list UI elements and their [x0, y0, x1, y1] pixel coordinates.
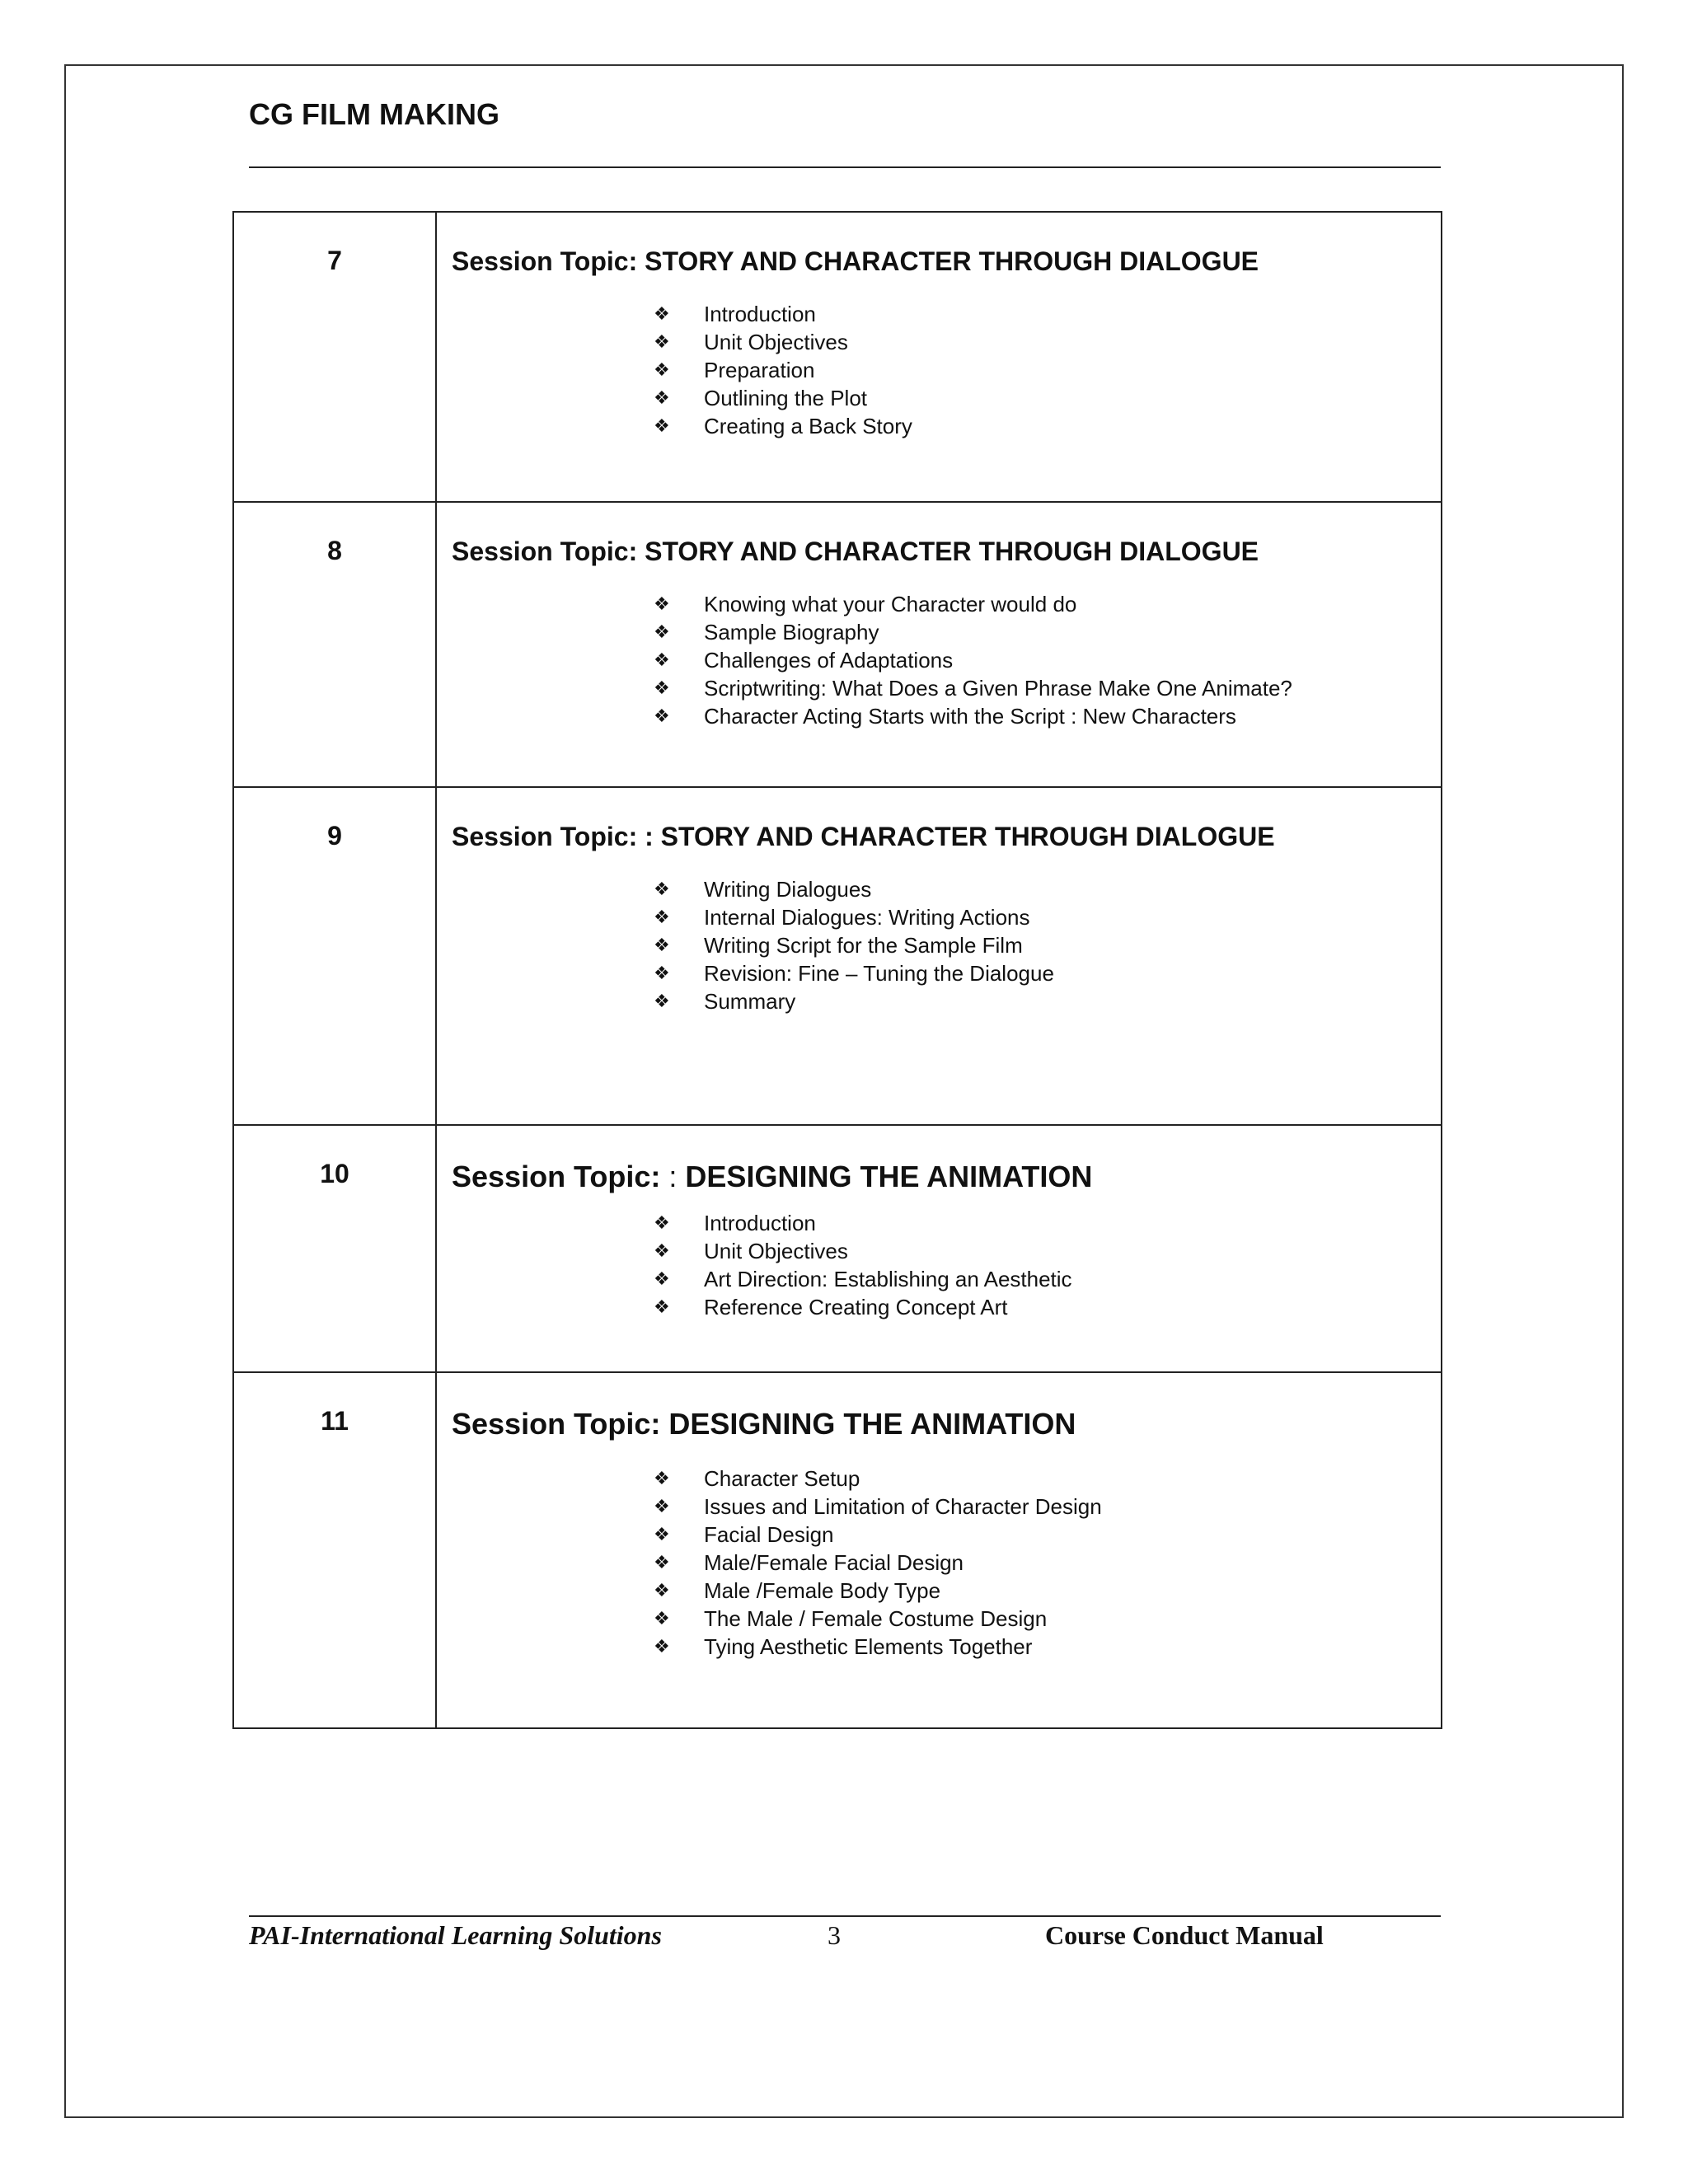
topic-label: Session Topic:: [452, 246, 638, 276]
topic-title: STORY AND CHARACTER THROUGH DIALOGUE: [660, 822, 1275, 851]
session-topic: [452, 246, 1441, 277]
diamond-bullet-icon: ❖: [654, 1552, 670, 1573]
list-item: ❖ Introduction: [654, 302, 816, 327]
topic-label: Session Topic:: [452, 537, 638, 566]
session-content-cell: [436, 787, 1442, 1125]
list-item: ❖ Knowing what your Character would do: [654, 592, 1077, 617]
topic-label: Session Topic:: [452, 822, 638, 851]
footer-rule: [249, 1915, 1441, 1917]
diamond-bullet-icon: ❖: [654, 1268, 670, 1290]
list-item: ❖ Sample Biography: [654, 620, 879, 645]
topic-label: Session Topic:: [452, 1160, 661, 1193]
list-item: ❖ Male /Female Body Type: [654, 1578, 941, 1604]
topic-title: DESIGNING THE ANIMATION: [668, 1407, 1076, 1441]
diamond-bullet-icon: ❖: [654, 359, 670, 381]
topic-list: [452, 300, 1441, 440]
session-content-cell: [436, 1372, 1442, 1728]
list-item: ❖ Introduction: [654, 1211, 816, 1236]
list-item: ❖ Character Acting Starts with the Script : New Characters: [654, 704, 1236, 729]
list-item: ❖ Summary: [654, 989, 796, 1015]
diamond-bullet-icon: ❖: [654, 677, 670, 699]
session-table: [232, 211, 1442, 1729]
diamond-bullet-icon: ❖: [654, 1296, 670, 1318]
diamond-bullet-icon: ❖: [654, 621, 670, 643]
topic-label: Session Topic:: [452, 1407, 661, 1441]
session-number: 9: [327, 821, 342, 851]
list-item: ❖ Internal Dialogues: Writing Actions: [654, 905, 1030, 930]
footer-organization: PAI-International Learning Solutions: [249, 1920, 662, 1950]
session-content-cell: [436, 502, 1442, 787]
list-item: ❖ Writing Dialogues: [654, 877, 872, 902]
list-item: ❖ Revision: Fine – Tuning the Dialogue: [654, 961, 1054, 987]
footer-page-number: 3: [828, 1920, 841, 1950]
topic-list: [452, 590, 1441, 730]
session-number-cell: [233, 502, 436, 787]
session-row: [233, 502, 1442, 787]
session-number: 7: [327, 246, 342, 275]
diamond-bullet-icon: ❖: [654, 1580, 670, 1601]
diamond-bullet-icon: ❖: [654, 879, 670, 900]
session-number: 8: [327, 536, 342, 565]
diamond-bullet-icon: ❖: [654, 907, 670, 928]
list-item: ❖ Preparation: [654, 358, 815, 383]
diamond-bullet-icon: ❖: [654, 331, 670, 353]
list-item: ❖ Issues and Limitation of Character Design: [654, 1494, 1102, 1520]
list-item: ❖ Unit Objectives: [654, 1239, 848, 1264]
list-item: ❖ Writing Script for the Sample Film: [654, 933, 1023, 958]
list-item: ❖ Tying Aesthetic Elements Together: [654, 1634, 1033, 1660]
diamond-bullet-icon: ❖: [654, 1608, 670, 1629]
session-number: 10: [320, 1159, 349, 1188]
session-row: [233, 787, 1442, 1125]
list-item: ❖ Unit Objectives: [654, 330, 848, 355]
topic-list: [452, 1465, 1441, 1661]
diamond-bullet-icon: ❖: [654, 705, 670, 727]
diamond-bullet-icon: ❖: [654, 1212, 670, 1234]
session-row: [233, 1372, 1442, 1728]
topic-separator: :: [645, 822, 654, 851]
list-item: ❖ Male/Female Facial Design: [654, 1550, 964, 1576]
session-number: 11: [321, 1406, 349, 1436]
diamond-bullet-icon: ❖: [654, 1468, 670, 1489]
diamond-bullet-icon: ❖: [654, 991, 670, 1012]
header-rule: [249, 166, 1441, 168]
list-item: ❖ Facial Design: [654, 1522, 834, 1548]
topic-title: STORY AND CHARACTER THROUGH DIALOGUE: [645, 246, 1259, 276]
list-item: ❖ Scriptwriting: What Does a Given Phrase Make One Animate?: [654, 676, 1292, 701]
diamond-bullet-icon: ❖: [654, 1496, 670, 1517]
topic-title: DESIGNING THE ANIMATION: [685, 1160, 1093, 1193]
session-content-cell: [436, 212, 1442, 502]
session-number-cell: [233, 787, 436, 1125]
topic-title: STORY AND CHARACTER THROUGH DIALOGUE: [645, 537, 1259, 566]
topic-list: [452, 875, 1441, 1015]
session-number-cell: [233, 1125, 436, 1372]
session-number-cell: [233, 1372, 436, 1728]
diamond-bullet-icon: ❖: [654, 1240, 670, 1262]
diamond-bullet-icon: ❖: [654, 387, 670, 409]
diamond-bullet-icon: ❖: [654, 593, 670, 615]
session-number-cell: [233, 212, 436, 502]
session-topic: [452, 536, 1441, 567]
session-topic: [452, 1406, 1441, 1441]
session-content-cell: [436, 1125, 1442, 1372]
document-title: CG FILM MAKING: [249, 97, 499, 131]
session-row: [233, 212, 1442, 502]
list-item: ❖ The Male / Female Costume Design: [654, 1606, 1048, 1632]
diamond-bullet-icon: ❖: [654, 1636, 670, 1657]
list-item: ❖ Creating a Back Story: [654, 414, 912, 439]
list-item: ❖ Art Direction: Establishing an Aesthetic: [654, 1267, 1072, 1292]
diamond-bullet-icon: ❖: [654, 649, 670, 671]
session-topic: [452, 1159, 1441, 1194]
footer-manual-title: Course Conduct Manual: [1045, 1920, 1324, 1950]
list-item: ❖ Character Setup: [654, 1466, 860, 1492]
list-item: ❖ Challenges of Adaptations: [654, 648, 954, 673]
diamond-bullet-icon: ❖: [654, 415, 670, 437]
session-row: [233, 1125, 1442, 1372]
list-item: ❖ Outlining the Plot: [654, 386, 868, 411]
diamond-bullet-icon: ❖: [654, 963, 670, 984]
topic-separator: :: [668, 1160, 678, 1193]
diamond-bullet-icon: ❖: [654, 1524, 670, 1545]
session-topic: [452, 821, 1441, 852]
topic-list: [452, 1209, 1441, 1321]
diamond-bullet-icon: ❖: [654, 935, 670, 956]
list-item: ❖ Reference Creating Concept Art: [654, 1295, 1008, 1320]
diamond-bullet-icon: ❖: [654, 303, 670, 325]
